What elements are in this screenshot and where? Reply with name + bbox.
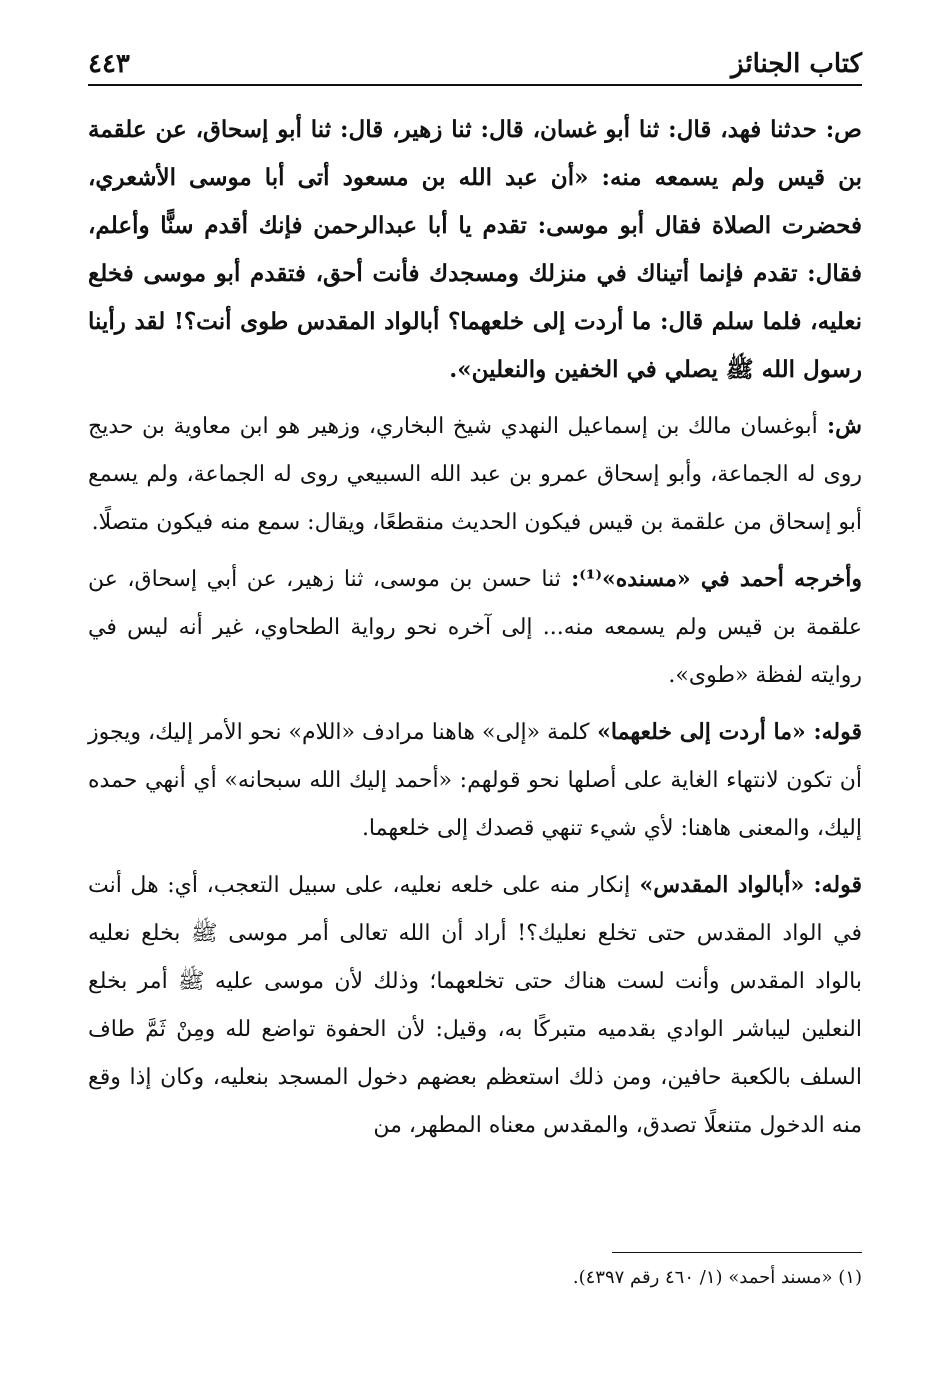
footnote-divider	[612, 1252, 862, 1253]
paragraph-lead: ش:	[817, 413, 862, 439]
chapter-title: كتاب الجنائز	[731, 48, 862, 79]
paragraph-lead: قوله: «ما أردت إلى خلعهما»	[589, 719, 862, 745]
paragraph-text: حدثنا فهد، قال: ثنا أبو غسان، قال: ثنا زهير، قال: ثنا أبو إسحاق، عن علقمة بن قيس ولم يسمعه منه: «أن عبد الله بن مسعود أتى أبا موسى الأشعري، فحضرت الصلاة فقال أبو موسى: تقدم يا أبا عبدالرحمن فإنك أقدم سنًّا وأعلم، فقال: تقدم فإنما أتيناك في منزلك ومسجدك فأنت أحق، فتقدم أبو موسى فخلع نعليه، فلما سلم قال: ما أردت إلى خلعهما؟ أبالواد المقدس طوى أنت؟! لقد رأينا رسول الله ﷺ يصلي في الخفين والنعلين».	[88, 116, 862, 383]
footnote: (١) «مسند أحمد» (١/ ٤٦٠ رقم ٤٣٩٧).	[572, 1267, 862, 1288]
page-body	[88, 106, 862, 1158]
paragraph-text: ثنا حسن بن موسى، ثنا زهير، عن أبي إسحاق، عن علقمة بن قيس ولم يسمعه منه... إلى آخره نحو رواية الطحاوي، غير أنه ليس في روايته لفظة «طوى».	[88, 567, 862, 688]
paragraph-lead: قوله: «أبالواد المقدس»	[630, 872, 863, 898]
paragraph-text: أبوغسان مالك بن إسماعيل النهدي شيخ البخاري، وزهير هو ابن معاوية بن حديج روى له الجماعة، وأبو إسحاق عمرو بن عبد الله السبيعي روى له الجماعة، ولم يسمع أبو إسحاق من علقمة بن قيس فيكون الحديث منقطعًا، ويقال: سمع منه فيكون متصلًا.	[88, 414, 862, 535]
page-number: ٤٤٣	[88, 48, 130, 79]
commentary-paragraph	[88, 402, 862, 547]
paragraph-lead: ص:	[816, 116, 862, 143]
commentary-paragraph	[88, 555, 862, 700]
page-header	[88, 40, 862, 80]
hadith-paragraph	[88, 106, 862, 394]
header-divider	[88, 84, 862, 86]
paragraph-lead: وأخرجه أحمد في «مسنده»⁽¹⁾:	[560, 566, 862, 592]
commentary-paragraph	[88, 861, 862, 1150]
paragraph-text: إنكار منه على خلعه نعليه، على سبيل التعجب، أي: هل أنت في الواد المقدس حتى تخلع نعليك؟! أراد أن الله تعالى أمر موسى ﷺ بخلع نعليه بالواد المقدس وأنت لست هناك حتى تخلعهما؛ وذلك لأن موسى عليه ﷺ أمر بخلع النعلين ليباشر الوادي بقدميه متبركًا به، وقيل: لأن الحفوة تواضع لله ومِنْ ثَمَّ طاف السلف بالكعبة حافين، ومن ذلك استعظم بعضهم دخول المسجد بنعليه، وكان إذا وقع منه الدخول متنعلًا تصدق، والمقدس معناه المطهر، من	[88, 873, 862, 1138]
paragraph-text: كلمة «إلى» هاهنا مرادف «اللام» نحو الأمر إليك، ويجوز أن تكون لانتهاء الغاية على أصلها نحو قولهم: «أحمد إليك الله سبحانه» أي أنهي حمده إليك، والمعنى هاهنا: لأي شيء تنهي قصدك إلى خلعهما.	[88, 720, 862, 841]
commentary-paragraph	[88, 708, 862, 853]
